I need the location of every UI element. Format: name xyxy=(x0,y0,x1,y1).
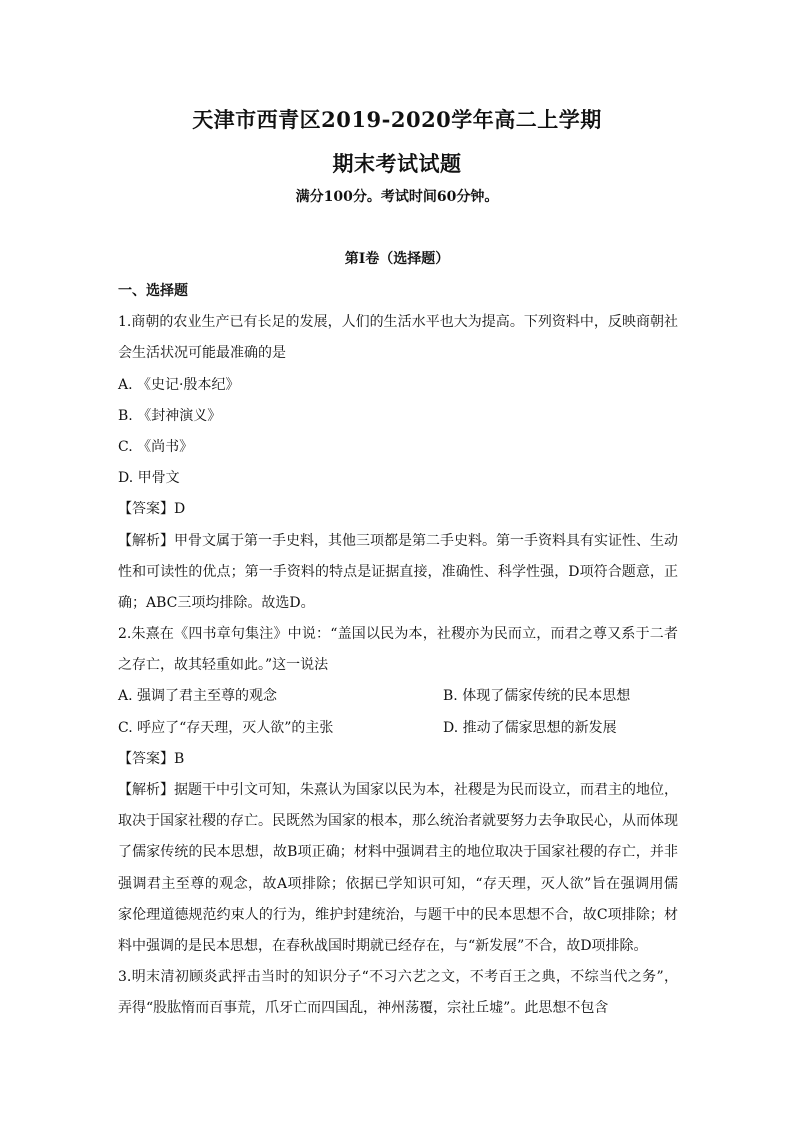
q2-options-row xyxy=(118,681,678,712)
q1-option-c: C. 《尚书》 xyxy=(118,438,194,455)
q2-option-d: D. 推动了儒家思想的新发展 xyxy=(443,719,617,736)
q1-answer: 【答案】D xyxy=(118,501,186,518)
q2-stem-line: 之存亡，故其轻重如此。”这一说法 xyxy=(118,657,329,674)
q2-explanation-line: 取决于国家社稷的存亡。民既然为国家的根本，那么统治者就要努力去争取民心，从而体现 xyxy=(118,813,678,830)
q3-stem-line: 弄得“股肱惰而百事荒，爪牙亡而四国乱，神州荡覆，宗社丘墟”。此思想不包含 xyxy=(118,1000,609,1017)
q1-explanation-line: 确；ABC三项均排除。故选D。 xyxy=(118,594,315,611)
document-title: 天津市西青区2019-2020学年高二上学期 xyxy=(192,107,602,132)
q2-explanation-line: 【解析】据题干中引文可知，朱熹认为国家以民为本，社稷是为民而设立，而君主的地位， xyxy=(118,782,678,798)
q1-option-d: D. 甲骨文 xyxy=(118,470,180,487)
part-heading: 一、选择题 xyxy=(118,283,188,299)
q3-stem-line: 3.明末清初顾炎武抨击当时的知识分子“不习六艺之文，不考百王之典，不综当代之务”， xyxy=(118,969,678,986)
q2-stem-line: 2.朱熹在《四书章句集注》中说：“盖国以民为本，社稷亦为民而立，而君之尊又系于二者 xyxy=(118,626,678,643)
q2-explanation-line: 料中强调的是民本思想，在春秋战国时期就已经存在，与“新发展”不合，故D项排除。 xyxy=(118,937,648,954)
q1-explanation-line: 性和可读性的优点；第一手资料的特点是证据直接，准确性、科学性强，D项符合题意，正 xyxy=(118,563,678,580)
q1-stem-line: 会生活状况可能最准确的是 xyxy=(118,345,286,362)
q2-explanation-line: 家伦理道德规范约束人的行为，维护封建统治，与题干中的民本思想不合，故C项排除；材 xyxy=(118,906,678,923)
q1-explanation-line: 【解析】甲骨文属于第一手史料，其他三项都是第二手史料。第一手资料具有实证性、生动 xyxy=(118,532,678,549)
q2-explanation-line: 了儒家传统的民本思想，故B项正确；材料中强调君主的地位取决于国家社稷的存亡，并非 xyxy=(118,844,678,861)
q1-stem-line: 1.商朝的农业生产已有长足的发展，人们的生活水平也大为提高。下列资料中，反映商朝社 xyxy=(118,314,678,331)
q2-explanation-line: 强调君主至尊的观念，故A项排除；依据已学知识可知，“存天理，灭人欲”旨在强调用儒 xyxy=(118,875,678,892)
q1-option-b: B. 《封神演义》 xyxy=(118,407,222,424)
section-title: 第Ⅰ卷（选择题） xyxy=(344,251,450,267)
q2-option-c: C. 呼应了“存天理，灭人欲”的主张 xyxy=(118,719,334,736)
q2-option-a: A. 强调了君主至尊的观念 xyxy=(118,688,278,705)
q2-answer: 【答案】B xyxy=(118,750,185,767)
exam-info: 满分100分。考试时间60分钟。 xyxy=(295,189,499,205)
q2-options-row xyxy=(118,713,678,744)
q1-option-a: A. 《史记·殷本纪》 xyxy=(118,376,240,393)
q2-option-b: B. 体现了儒家传统的民本思想 xyxy=(443,688,631,705)
document-body xyxy=(118,276,678,1025)
document-title-line2: 期末考试试题 xyxy=(332,151,462,176)
